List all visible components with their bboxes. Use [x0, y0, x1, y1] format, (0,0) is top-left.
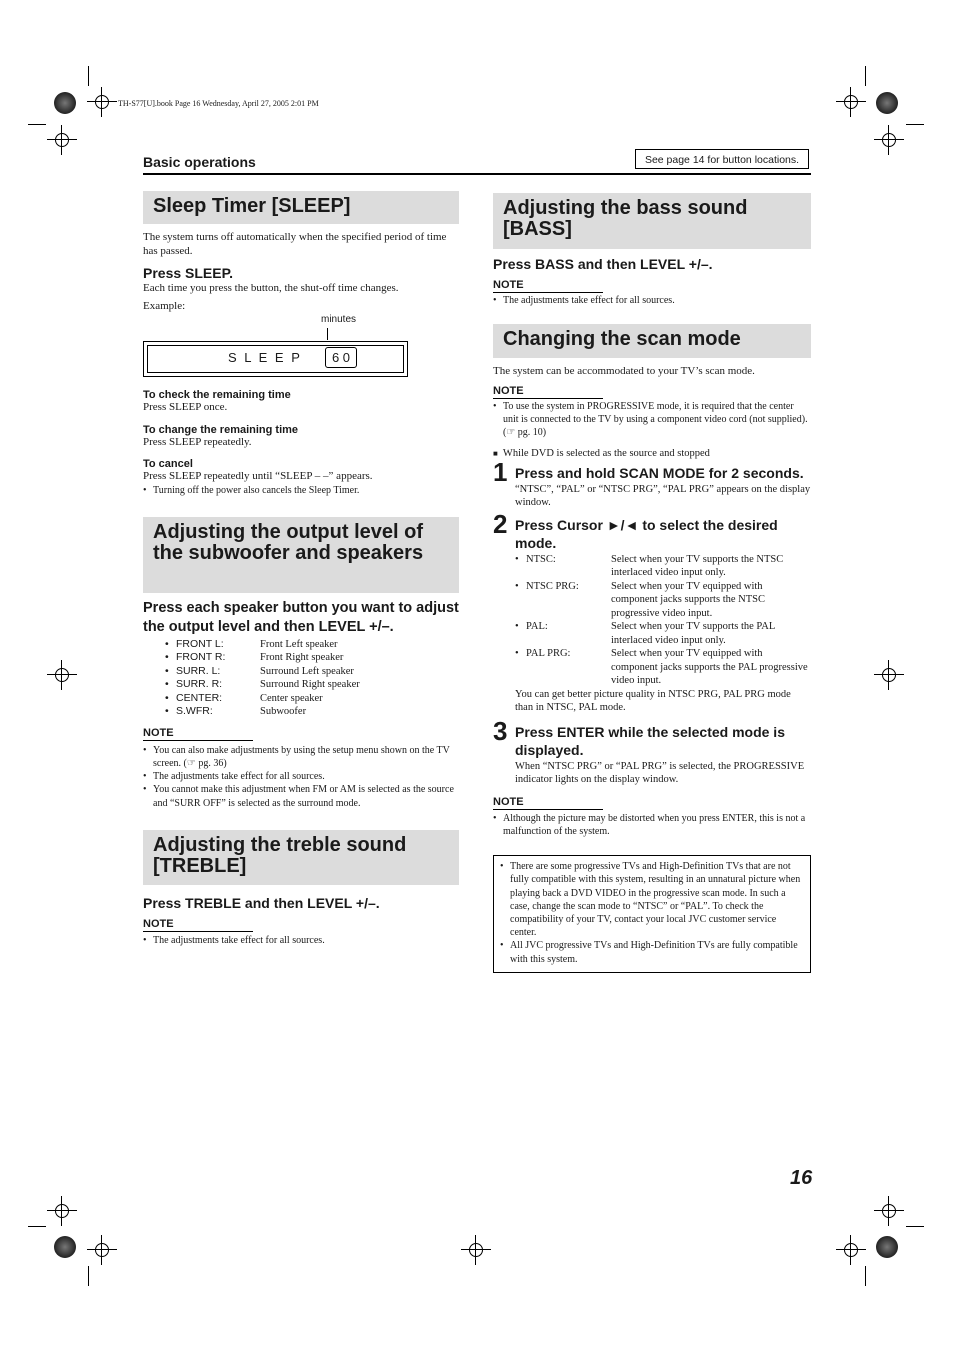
note-label: NOTE	[493, 279, 603, 293]
list-item: • PAL: Select when your TV supports the PAL interlaced video input only.	[515, 620, 811, 647]
crosshair-icon	[874, 660, 904, 690]
registration-dot	[876, 1236, 898, 1258]
note-item: • To use the system in PROGRESSIVE mode, it is required that the center unit is connected to the TV by using a component video cord (not supplied). (☞ pg. 10)	[493, 400, 811, 440]
note-item: • You cannot make this adjustment when FM or AM is selected as the source and “SURR OFF” is selected as the surround mode.	[143, 783, 459, 809]
left-column	[143, 191, 459, 947]
treble-step: Press TREBLE and then LEVEL +/–.	[143, 894, 380, 911]
section-label: Basic operations	[143, 154, 256, 170]
minutes-label: minutes	[321, 314, 357, 325]
treble-heading: Adjusting the treble sound [TREBLE]	[143, 830, 459, 885]
scan-step-2	[493, 508, 811, 715]
note-label: NOTE	[493, 385, 603, 399]
change-title: To change the remaining time	[143, 423, 299, 436]
list-item: • FRONT R: Front Right speaker	[165, 651, 459, 665]
list-item: • SURR. L: Surround Left speaker	[165, 665, 459, 679]
subwoofer-notes	[143, 744, 459, 810]
scan-heading: Changing the scan mode	[493, 324, 811, 358]
crosshair-icon	[87, 1235, 117, 1265]
cancel-title: To cancel	[143, 458, 193, 470]
example-label: Example:	[143, 299, 186, 312]
crosshair-icon	[461, 1235, 491, 1265]
page-number: 16	[790, 1167, 813, 1189]
crosshair-icon	[874, 125, 904, 155]
see-page-note: See page 14 for button locations.	[635, 149, 809, 169]
crosshair-icon	[47, 125, 77, 155]
registration-dot	[54, 92, 76, 114]
crosshair-icon	[47, 660, 77, 690]
list-item: • PAL PRG: Select when your TV equipped with component jacks supports the PAL progressive video input.	[515, 647, 811, 688]
crosshair-icon	[47, 1196, 77, 1226]
note-label: NOTE	[143, 727, 253, 741]
note-item: • The adjustments take effect for all sources.	[143, 770, 459, 783]
change-text: Press SLEEP repeatedly.	[143, 435, 252, 448]
speaker-list	[165, 638, 459, 719]
cancel-text: Press SLEEP repeatedly until “SLEEP – –” appears.	[143, 470, 373, 482]
list-item: • NTSC: Select when your TV supports the NTSC interlaced video input only.	[515, 553, 811, 580]
step-number: 3	[493, 715, 508, 746]
crosshair-icon	[836, 87, 866, 117]
note-item: • All JVC progressive TVs and High-Definition TVs are fully compatible with this system.	[500, 939, 802, 965]
bass-step: Press BASS and then LEVEL +/–.	[493, 256, 713, 272]
list-item: • NTSC PRG: Select when your TV equipped with component jacks supports the NTSC progressive video input.	[515, 580, 811, 621]
note-label: NOTE	[143, 918, 253, 932]
compatibility-box	[493, 855, 811, 973]
scan-condition: ■ While DVD is selected as the source and stopped	[493, 448, 710, 460]
note-item: • The adjustments take effect for all sources.	[493, 294, 811, 307]
crosshair-icon	[836, 1235, 866, 1265]
step-title: Press ENTER while the selected mode is displayed.	[515, 723, 785, 758]
note-item: • You can also make adjustments by using the setup menu shown on the TV screen. (☞ pg. 36)	[143, 744, 459, 770]
crosshair-icon	[874, 1196, 904, 1226]
list-item: • CENTER: Center speaker	[165, 692, 459, 706]
header-rule	[143, 173, 811, 175]
note-item: • The adjustments take effect for all sources.	[143, 934, 459, 947]
check-text: Press SLEEP once.	[143, 401, 228, 413]
step-desc: You can get better picture quality in NTSC PRG, PAL PRG mode than in NTSC, PAL mode.	[515, 688, 791, 714]
sleep-step-desc: Each time you press the button, the shut-off time changes.	[143, 282, 399, 294]
registration-dot	[54, 1236, 76, 1258]
subwoofer-step: Press each speaker button you want to adjust the output level and then LEVEL +/–.	[143, 599, 459, 635]
step-number: 1	[493, 456, 508, 487]
right-column	[493, 193, 811, 973]
display-value: 6 0	[325, 347, 357, 368]
step-desc: When “NTSC PRG” or “PAL PRG” is selected, the PROGRESSIVE indicator lights on the display window.	[515, 760, 805, 786]
note-item: • There are some progressive TVs and High-Definition TVs that are not fully compatible with this system, resulting in an unnatural picture when playing back a DVD VIDEO in the progressive scan mode. In such a case, change the scan mode to “NTSC” or “PAL”. To check the compatibility of your TV, contact your local JVC customer service center.	[500, 860, 802, 939]
scan-step-3	[493, 715, 811, 787]
sleep-intro: The system turns off automatically when the specified period of time has passed.	[143, 231, 447, 257]
sleep-display-example	[143, 313, 459, 383]
step-desc: “NTSC”, “PAL” or “NTSC PRG”, “PAL PRG” appears on the display window.	[515, 483, 811, 509]
registration-dot	[876, 92, 898, 114]
list-item: • S.WFR: Subwoofer	[165, 705, 459, 719]
print-info: TH-S77[U].book Page 16 Wednesday, April 27, 2005 2:01 PM	[118, 99, 319, 108]
step-number: 2	[493, 508, 508, 539]
mode-list	[515, 553, 811, 688]
scan-intro: The system can be accommodated to your TV’s scan mode.	[493, 365, 755, 378]
list-item: • SURR. R: Surround Right speaker	[165, 678, 459, 692]
subwoofer-heading: Adjusting the output level of the subwoofer and speakers	[143, 517, 459, 593]
display-text: S L E E P	[228, 350, 302, 365]
sleep-heading: Sleep Timer [SLEEP]	[143, 191, 459, 224]
note-item: • Although the picture may be distorted when you press ENTER, this is not a malfunction of the system.	[493, 812, 811, 838]
bass-heading: Adjusting the bass sound [BASS]	[493, 193, 811, 249]
sleep-step: Press SLEEP.	[143, 265, 234, 281]
check-title: To check the remaining time	[143, 389, 291, 401]
crosshair-icon	[87, 87, 117, 117]
note-label: NOTE	[493, 796, 603, 810]
step-title: Press and hold SCAN MODE for 2 seconds.	[515, 464, 804, 481]
step-title: Press Cursor ►/◄ to select the desired mode.	[515, 516, 778, 551]
display-window	[143, 341, 408, 377]
list-item: • FRONT L: Front Left speaker	[165, 638, 459, 652]
cancel-bullet: • Turning off the power also cancels the Sleep Timer.	[143, 484, 459, 497]
scan-step-1	[493, 456, 811, 510]
